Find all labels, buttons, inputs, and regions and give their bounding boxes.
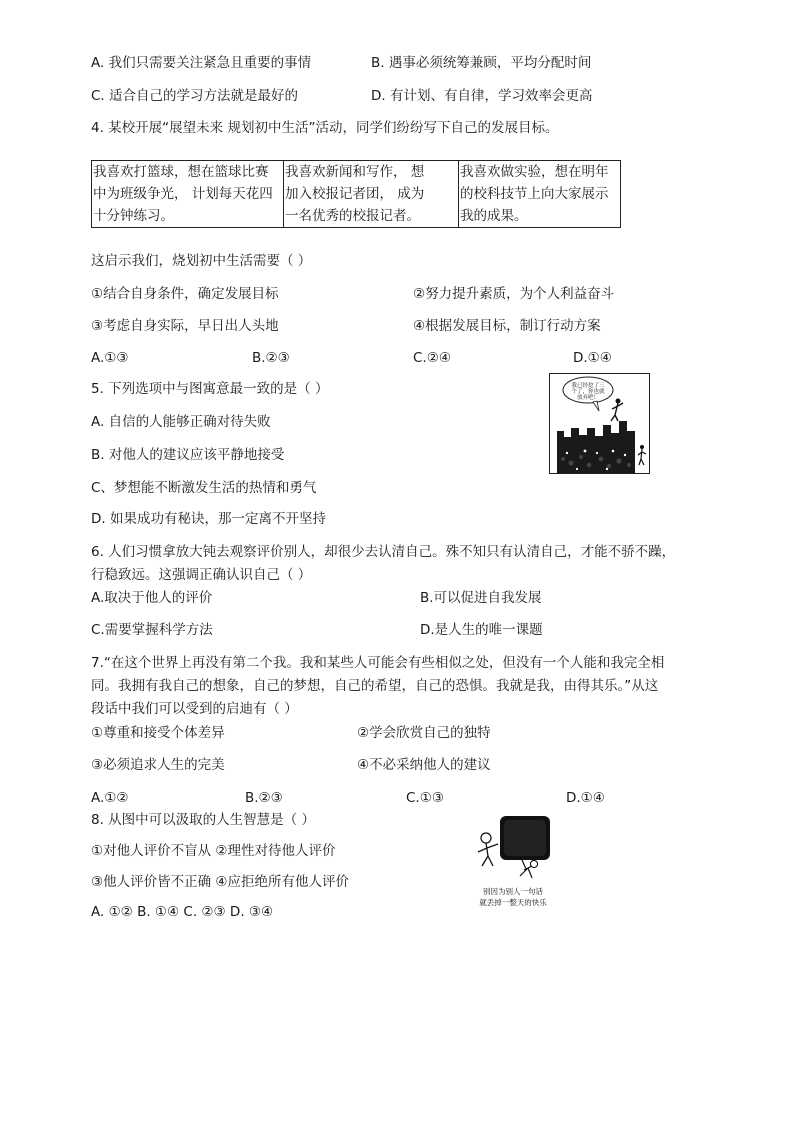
q7-choice-a: A.①② — [91, 790, 129, 806]
q3-option-b: B. 遇事必须统筹兼顾，平均分配时间 — [371, 55, 592, 71]
q3-option-c: C. 适合自己的学习方法就是最好的 — [91, 88, 299, 104]
q4-stem: 4. 某校开展“展望未来 规划初中生活”活动，同学们纷纷写下自己的发展目标。 — [91, 120, 559, 136]
q8-caption-line-2: 就丢掉一整天的快乐 — [479, 898, 547, 907]
q8-caption-line-1: 别因为别人一句话 — [483, 887, 543, 896]
q3-option-d: D. 有计划、有自律，学习效率会更高 — [371, 88, 593, 104]
climbing-wall-illustration — [549, 373, 650, 474]
q3-option-a: A. 我们只需要关注紧急且重要的事情 — [91, 55, 312, 71]
q7-choice-c: C.①③ — [406, 790, 444, 806]
q6-option-b: B.可以促进自我发展 — [420, 590, 542, 606]
q7-item-4: ④不必采纳他人的建议 — [357, 757, 491, 773]
goal-cell-line: 十分钟练习。 — [93, 208, 174, 224]
q7-stem-line-2: 同。我拥有我自己的想象，自己的梦想，自己的希望，自己的恐惧。我就是我，由得其乐。”从这 — [91, 678, 659, 694]
q7-item-2: ②学会欣赏自己的独特 — [357, 725, 491, 741]
q7-stem-line-1: 7.“在这个世界上再没有第二个我。我和某些人可能会有些相似之处，但没有一个人能和我完全相 — [91, 655, 665, 671]
q6-option-c: C.需要掌握科学方法 — [91, 622, 213, 638]
q4-item-1: ①结合自身条件，确定发展目标 — [91, 286, 279, 302]
goal-cell-experiment — [459, 161, 621, 228]
goal-cell-line: 我喜欢做实验，想在明年 — [460, 164, 609, 180]
q4-goals-table — [91, 160, 621, 228]
q6-stem-line-1: 6. 人们习惯拿放大钝去观察评价别人，却很少去认清自己。殊不知只有认清自己，才能不骄不躁， — [91, 544, 676, 560]
q4-item-2: ②努力提升素质，为个人利益奋斗 — [413, 286, 615, 302]
q4-question: 这启示我们，烧划初中生活需要（ ） — [91, 253, 312, 269]
goal-cell-journalism — [284, 161, 459, 228]
svg-text:我已经挖了三: 我已经挖了三 — [571, 383, 605, 389]
goal-cell-line: 中为班级争光， 计划每天花四 — [93, 186, 273, 202]
goal-cell-line: 一名优秀的校报记者。 — [285, 208, 420, 224]
goal-cell-line: 我喜欢打篮球，想在篮球比赛 — [93, 164, 269, 180]
carrying-burden-illustration — [462, 810, 564, 884]
q5-stem: 5. 下列选项中与图寓意最一致的是（ ） — [91, 381, 329, 397]
svg-text:个了，你也就: 个了，你也就 — [571, 389, 605, 395]
q4-choice-b: B.②③ — [252, 350, 290, 366]
q4-item-4: ④根据发展目标，制订行动方案 — [413, 318, 601, 334]
q7-choice-b: B.②③ — [245, 790, 283, 806]
q7-item-3: ③必须追求人生的完美 — [91, 757, 225, 773]
goal-cell-line: 我喜欢新闻和写作， 想 — [285, 164, 425, 180]
svg-text:放弃吧！: 放弃吧！ — [576, 395, 600, 401]
goal-cell-line: 的校科技节上向大家展示 — [460, 186, 609, 202]
q6-stem-line-2: 行稳致远。这强调正确认识自己（ ） — [91, 567, 312, 583]
q4-choice-d: D.①④ — [573, 350, 612, 366]
q5-option-d: D. 如果成功有秘诀，那一定离不开坚持 — [91, 511, 326, 527]
q8-choices: A. ①② B. ①④ C. ②③ D. ③④ — [91, 904, 274, 920]
q4-choice-a: A.①③ — [91, 350, 129, 366]
goal-cell-line: 加入校报记者团， 成为 — [285, 186, 425, 202]
q8-stem: 8. 从图中可以汲取的人生智慧是（ ） — [91, 812, 315, 828]
q6-option-d: D.是人生的唯一课题 — [420, 622, 543, 638]
goal-cell-basketball — [92, 161, 284, 228]
q5-option-c: C、梦想能不断激发生活的热情和勇气 — [91, 480, 317, 496]
q8-items-line-1: ①对他人评价不盲从 ②理性对待他人评价 — [91, 843, 336, 859]
q5-cartoon — [549, 373, 650, 474]
q4-item-3: ③考虑自身实际，早日出人头地 — [91, 318, 279, 334]
q5-option-a: A. 自信的人能够正确对待失败 — [91, 414, 271, 430]
q7-stem-line-3: 段话中我们可以受到的启迪有（ ） — [91, 701, 298, 717]
q7-choice-d: D.①④ — [566, 790, 605, 806]
q5-option-b: B. 对他人的建议应该平静地接受 — [91, 447, 285, 463]
goal-cell-line: 我的成果。 — [460, 208, 528, 224]
q8-items-line-2: ③他人评价皆不正确 ④应拒绝所有他人评价 — [91, 874, 349, 890]
q4-choice-c: C.②④ — [413, 350, 451, 366]
q7-item-1: ①尊重和接受个体差异 — [91, 725, 225, 741]
q6-option-a: A.取决于他人的评价 — [91, 590, 213, 606]
q8-cartoon — [462, 810, 564, 910]
